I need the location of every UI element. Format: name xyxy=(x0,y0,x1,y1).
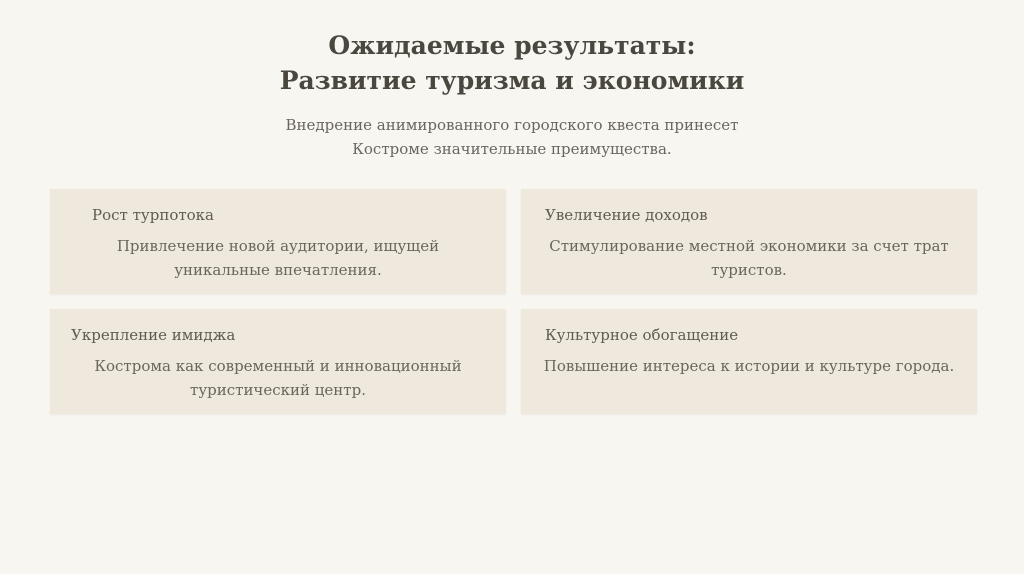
slide-title-line-1: Ожидаемые результаты: xyxy=(328,31,696,60)
card-income-growth xyxy=(521,189,977,294)
card-tourist-flow xyxy=(50,189,506,294)
card-text xyxy=(539,234,959,282)
card-title: Культурное обогащение xyxy=(545,326,739,344)
card-text xyxy=(90,234,466,282)
slide-subtitle-line-2: Костроме значительные преимущества. xyxy=(352,140,672,158)
card-title: Укрепление имиджа xyxy=(71,326,236,344)
card-text-line-1: Повышение интереса к истории и культуре города. xyxy=(543,357,955,375)
card-text-line-1: Стимулирование местной экономики за счет трат xyxy=(549,237,949,255)
card-text xyxy=(531,354,967,378)
card-text-line-2: уникальные впечатления. xyxy=(174,261,382,279)
slide-subtitle-line-1: Внедрение анимированного городского квеста принесет xyxy=(285,116,739,134)
card-text xyxy=(70,354,486,402)
card-text-line-1: Кострома как современный и инновационный xyxy=(94,357,462,375)
card-text-line-2: туристов. xyxy=(711,261,787,279)
card-image-strengthening xyxy=(50,309,506,414)
slide-title-line-2: Развитие туризма и экономики xyxy=(279,66,745,95)
card-title: Увеличение доходов xyxy=(545,206,708,224)
card-text-line-1: Привлечение новой аудитории, ищущей xyxy=(116,237,440,255)
slide-subtitle xyxy=(212,113,812,161)
card-text-line-2: туристический центр. xyxy=(190,381,366,399)
slide-title xyxy=(0,28,1024,98)
card-cultural-enrichment xyxy=(521,309,977,414)
card-title: Рост турпотока xyxy=(92,206,214,224)
